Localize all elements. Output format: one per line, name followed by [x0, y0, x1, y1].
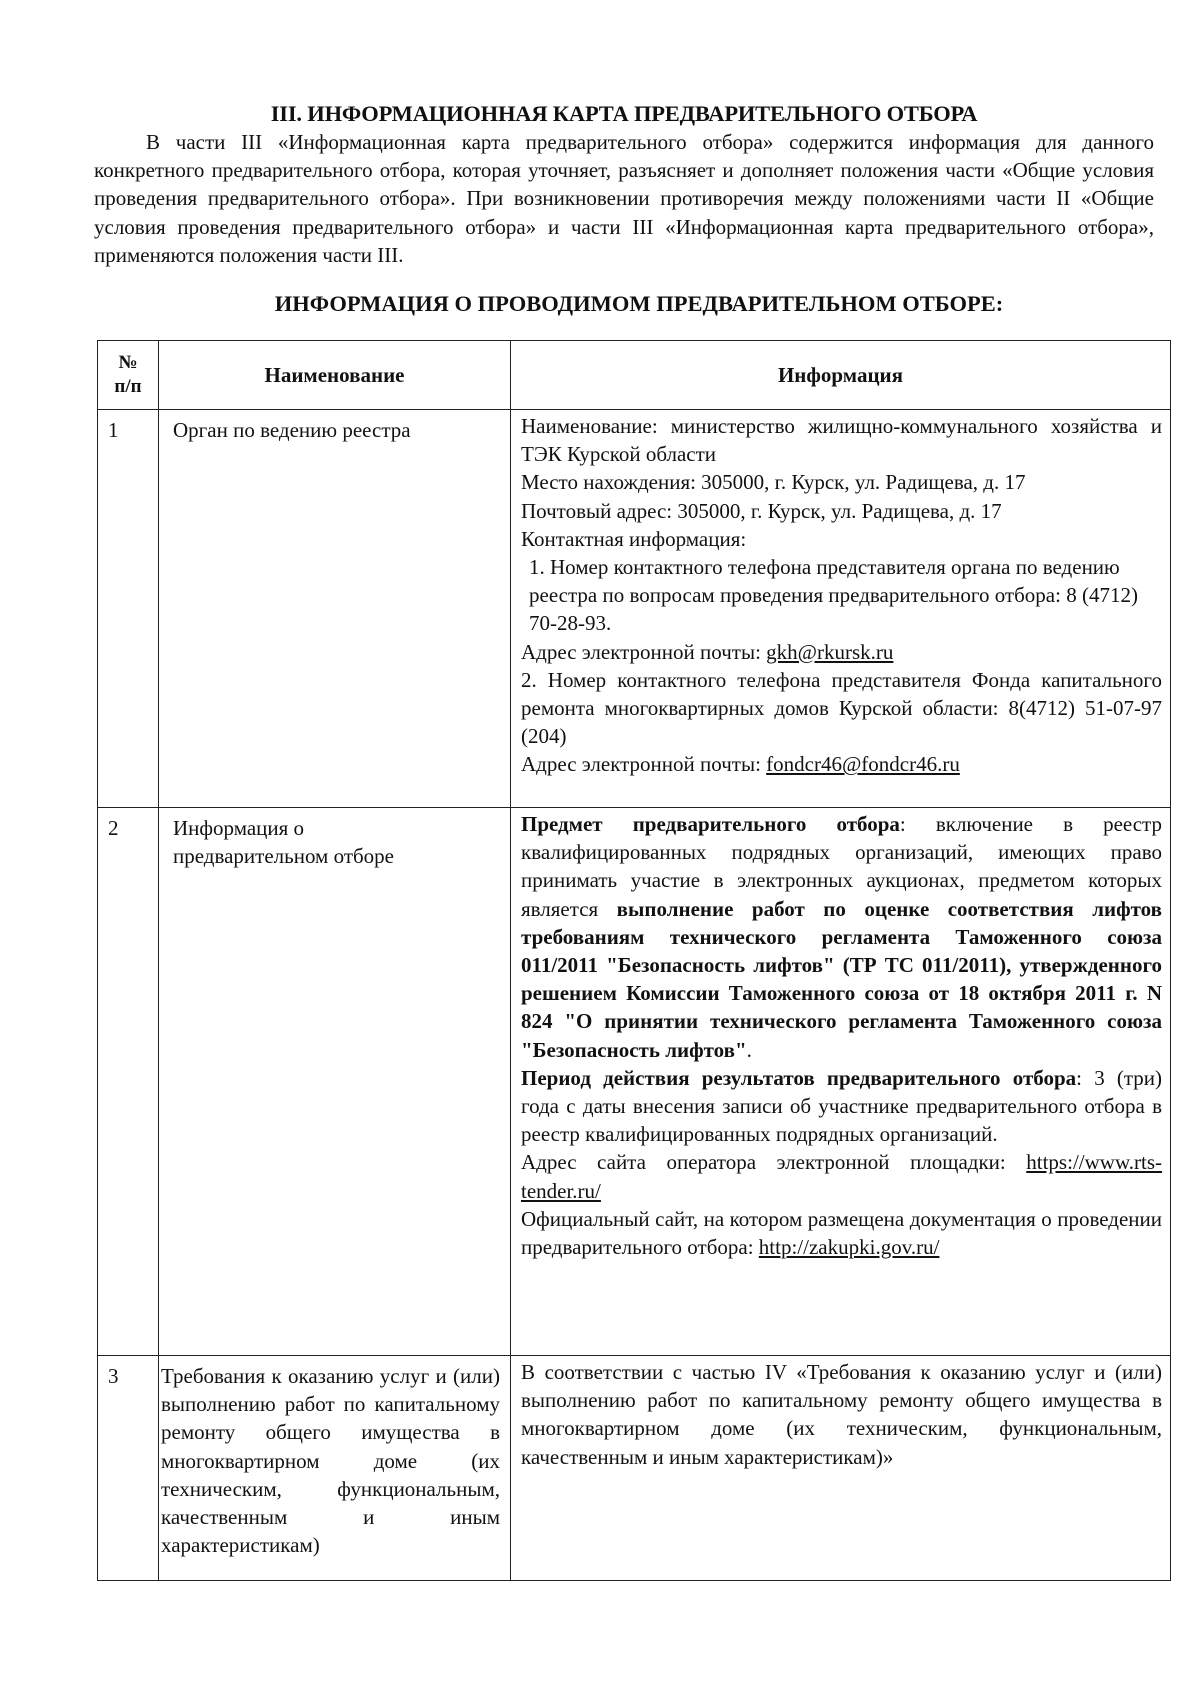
header-num — [98, 341, 159, 410]
info-official — [521, 1205, 1162, 1261]
header-num-abbr: п/п — [114, 376, 142, 397]
official-label: Официальный сайт, на котором размещена документация о проведении предварительного отбора: — [521, 1206, 1162, 1260]
email-link-gkh[interactable]: gkh@rkursk.ru — [766, 639, 894, 664]
header-info: Информация — [511, 341, 1171, 410]
info-email-2 — [521, 750, 1162, 778]
period-label: Период действия результатов предварительного отбора — [521, 1065, 1077, 1090]
subject-end: . — [746, 1037, 752, 1062]
row-number: 2 — [98, 808, 159, 1356]
period-colon: : — [1076, 1065, 1083, 1090]
section-title: III. ИНФОРМАЦИОННАЯ КАРТА ПРЕДВАРИТЕЛЬНОГО ОТБОРА — [270, 101, 978, 126]
info-phone-1: 1. Номер контактного телефона представителя органа по ведению реестра по вопросам проведения предварительного отбора: 8 (4712) 70-28-93. — [529, 555, 1138, 636]
header-num-symbol: № — [118, 352, 138, 373]
row-number: 1 — [98, 410, 159, 808]
table-heading: ИНФОРМАЦИЯ О ПРОВОДИМОМ ПРЕДВАРИТЕЛЬНОМ ОТБОРЕ: — [274, 291, 1004, 316]
row-info: В соответствии с частью IV «Требования к оказанию услуг и (или) выполнению работ по капитальному ремонту общего имущества в многоквартирном доме (их техническим, функциональным, качественным и иным характеристикам)» — [511, 1356, 1171, 1581]
info-period — [521, 1064, 1162, 1149]
info-contact-label: Контактная информация: — [521, 526, 747, 551]
operator-label: Адрес сайта оператора электронной площадки: — [521, 1150, 1027, 1175]
header-name: Наименование — [159, 341, 511, 410]
row-name: Требования к оказанию услуг и (или) выполнению работ по капитальному ремонту общего имущества в многоквартирном доме (их техническим, функциональным, качественным и иным характеристикам) — [159, 1356, 511, 1581]
info-table — [97, 340, 1171, 1581]
subject-text: : включение в реестр квалифицированных подрядных организаций, имеющих право принимать участие в электронных аукционах, предметом которых является — [521, 812, 1162, 921]
info-postal: Почтовый адрес: 305000, г. Курск, ул. Радищева, д. 17 — [521, 498, 1002, 523]
subject-label: Предмет предварительного отбора — [521, 812, 900, 836]
subject-bold: выполнение работ по оценке соответствия лифтов требованиям технического регламента Таможенного союза 011/2011 "Безопасность лифтов" (ТР ТС 011/2011), утвержденного решением Комиссии Таможенного союза от 18 октября 2011 г. N 824 "О принятии технического регламента Таможенного союза "Безопасность лифтов" — [521, 896, 1162, 1062]
info-operator — [521, 1148, 1162, 1204]
row-info — [511, 808, 1171, 1356]
row-name — [159, 808, 511, 1356]
intro-paragraph — [94, 128, 1154, 269]
info-phone-2: 2. Номер контактного телефона представителя Фонда капитального ремонта многоквартирных домов Курской области: 8(4712) 51-07-97 (204) — [521, 667, 1162, 749]
email-label: Адрес электронной почты: — [521, 639, 767, 664]
row-name: Орган по ведению реестра — [159, 410, 511, 808]
info-location: Место нахождения: 305000, г. Курск, ул. Радищева, д. 17 — [521, 470, 1026, 495]
info-email-1 — [521, 638, 1162, 666]
row-number: 3 — [98, 1356, 159, 1581]
row-name-text: Информация о предварительном отборе — [173, 816, 395, 869]
email-link-fondcr[interactable]: fondcr46@fondcr46.ru — [766, 752, 960, 777]
table-row — [98, 410, 1171, 808]
table-row — [98, 1356, 1171, 1581]
email-label: Адрес электронной почты: — [521, 752, 767, 777]
table-header-row — [98, 341, 1171, 410]
operator-link[interactable]: https://www.rts-tender.ru/ — [521, 1150, 1162, 1203]
table-row — [98, 808, 1171, 1356]
info-name: Наименование: министерство жилищно-коммунального хозяйства и ТЭК Курской области — [521, 414, 1162, 467]
info-subject — [521, 810, 1162, 1064]
official-link[interactable]: http://zakupki.gov.ru/ — [758, 1235, 940, 1260]
period-text: 3 (три) года с даты внесения записи об участнике предварительного отбора в реестр квалифицированных подрядных организаций. — [521, 1065, 1163, 1147]
row-info — [511, 410, 1171, 808]
intro-text: В части III «Информационная карта предварительного отбора» содержится информация для данного конкретного предварительного отбора, которая уточняет, разъясняет и дополняет положения части «Общие условия проведения предварительного отбора». При возникновении противоречия между положениями части II «Общие условия проведения предварительного отбора» и части III «Информационная карта предварительного отбора», применяются положения части III. — [94, 130, 1154, 267]
